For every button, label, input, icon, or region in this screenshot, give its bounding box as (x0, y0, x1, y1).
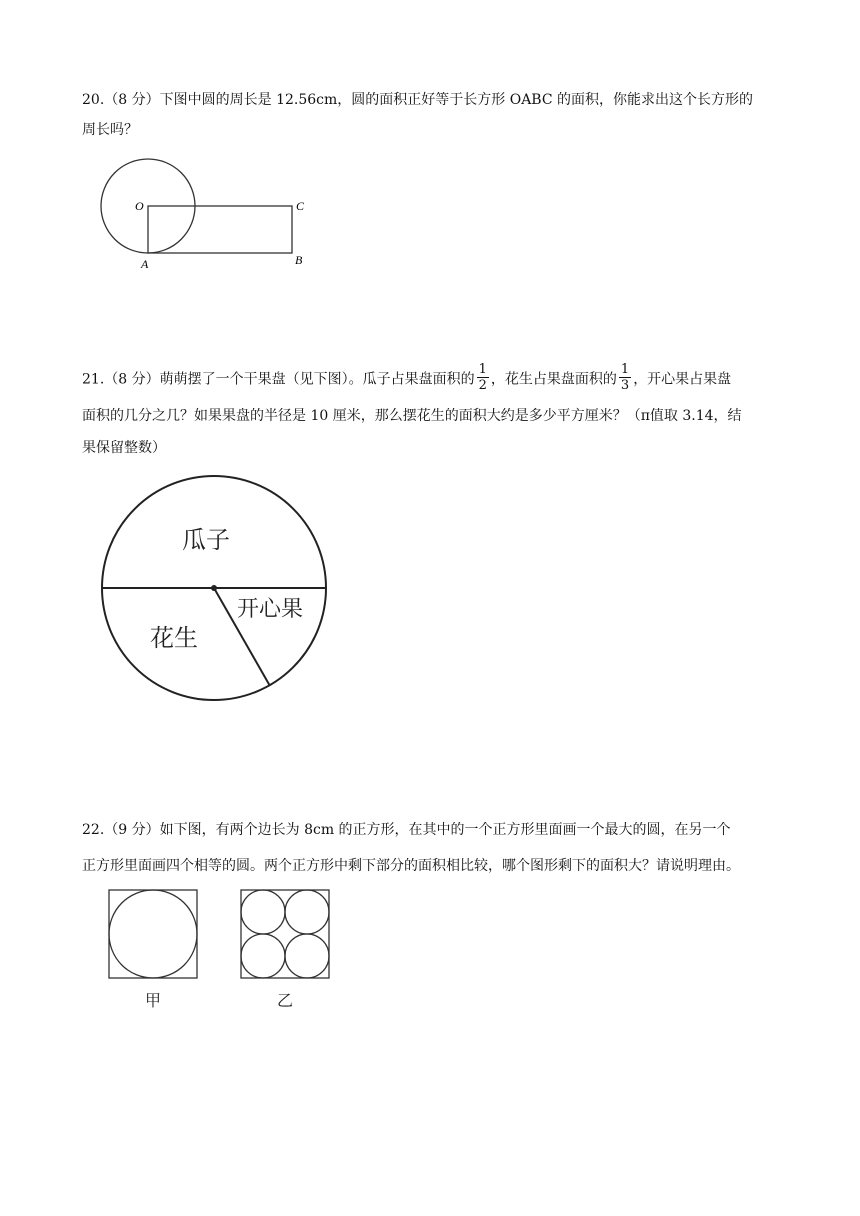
fraction-denominator: 3 (620, 378, 630, 393)
q22-text-line1: 22.（9 分）如下图，有两个边长为 8cm 的正方形，在其中的一个正方形里面画一个最大的圆，在另一个 (82, 822, 731, 838)
q21-label-huasheng: 花生 (150, 624, 198, 652)
q22-small-circle (241, 934, 285, 978)
q22-small-circle (285, 890, 329, 934)
fraction-denominator: 2 (478, 378, 487, 393)
q21-text-part-a: 21.（8 分）萌萌摆了一个干果盘（见下图）。瓜子占果盘面积的 (82, 371, 475, 388)
q22-figure-jia (109, 890, 197, 978)
q21-label-guazi: 瓜子 (182, 526, 230, 554)
q21-text-line3: 果保留整数） (82, 440, 166, 456)
q20-label-o: O (135, 199, 144, 213)
q20-figure (101, 159, 292, 253)
q21-text-line2: 面积的几分之几？如果果盘的半径是 10 厘米，那么摆花生的面积大约是多少平方厘米？（π值取 3.14，结 (82, 408, 742, 424)
q22-big-circle (109, 890, 197, 978)
q20-label-a: A (141, 257, 149, 271)
q22-label-jia: 甲 (145, 991, 162, 1010)
q22-text-line2: 正方形里面画四个相等的圆。两个正方形中剩下部分的面积相比较，哪个图形剩下的面积大？请说明理由。 (82, 858, 740, 874)
q21-text-part-b: ，花生占果盘面积的 (490, 371, 617, 388)
q20-text-line1: 20.（8 分）下图中圆的周长是 12.56cm，圆的面积正好等于长方形 OABC 的面积，你能求出这个长方形的 (82, 92, 754, 108)
q22-small-circle (285, 934, 329, 978)
q22-square-yi (241, 890, 329, 978)
q22-small-circle (241, 890, 285, 934)
q20-label-c: C (296, 199, 305, 213)
q22-figure-yi (241, 890, 329, 978)
fraction-numerator: 1 (620, 362, 630, 377)
q21-text-part-c: ，开心果占果盘 (633, 371, 732, 388)
q21-label-kaixinguo: 开心果 (237, 597, 304, 622)
q20-label-b: B (295, 253, 303, 267)
q22-label-yi: 乙 (277, 991, 294, 1010)
q21-center-dot (211, 585, 217, 591)
q20-rectangle-oabc (148, 206, 292, 253)
q20-text-line2: 周长吗？ (82, 122, 138, 138)
fraction-numerator: 1 (478, 362, 487, 377)
